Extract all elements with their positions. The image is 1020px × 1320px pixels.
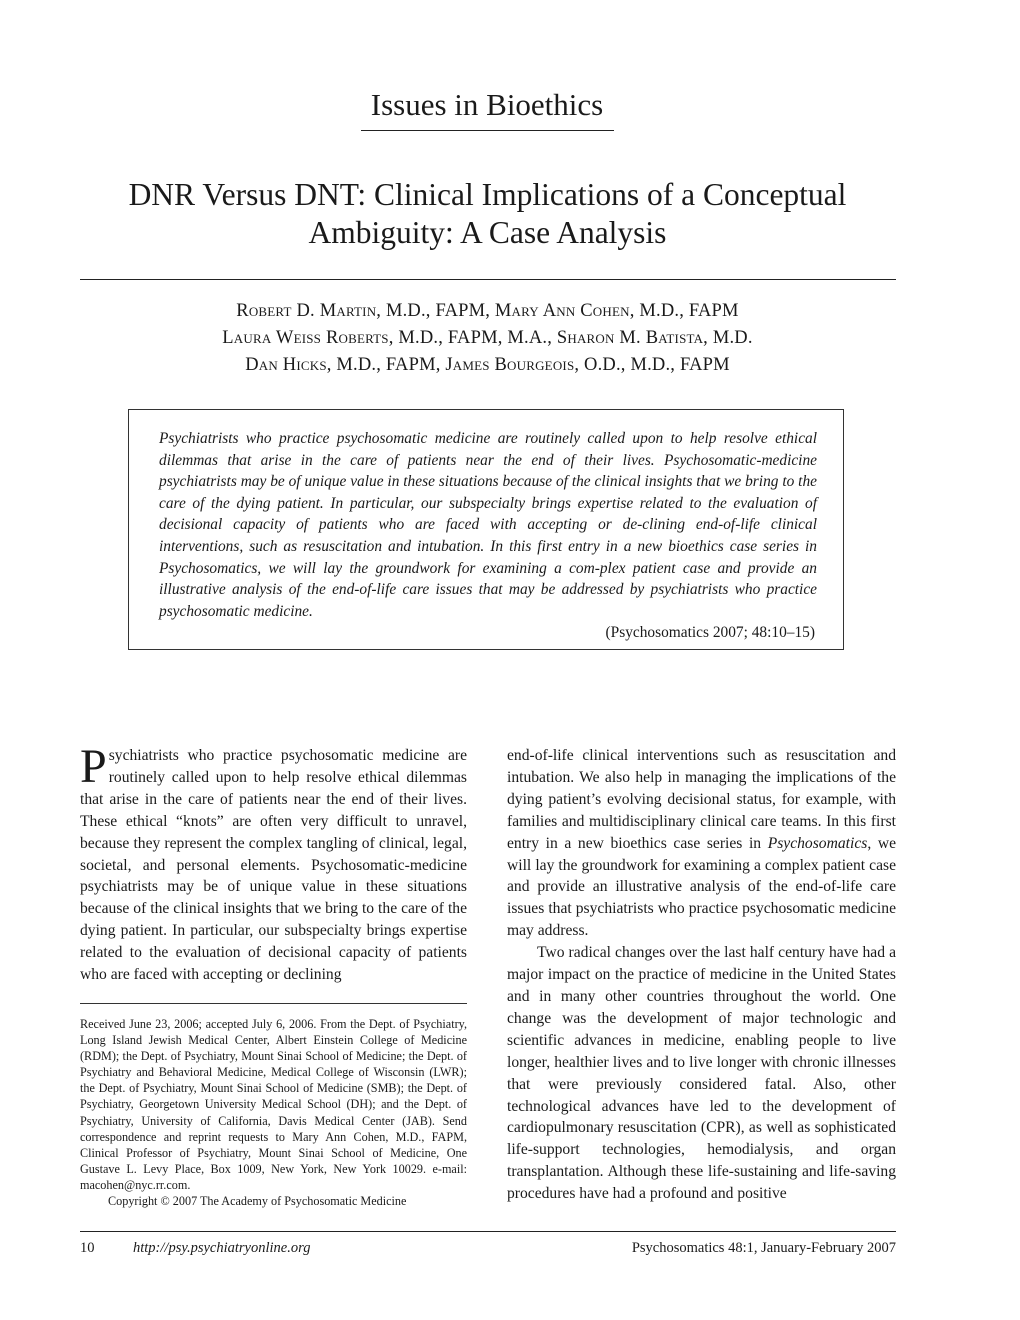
- abstract-citation: (Psychosomatics 2007; 48:10–15): [605, 624, 815, 641]
- footnote: [80, 1016, 467, 1209]
- copyright-notice: Copyright © 2007 The Academy of Psychosomatic Medicine: [108, 1194, 407, 1209]
- body-text: , we will lay the groundwork for examining a complex patient case and provide an illustrative analysis of the end-of-life care issues that psychiatrists who practice psychosomatic medicine may address.: [507, 834, 897, 940]
- author-line: Robert D. Martin, M.D., FAPM, Mary Ann Cohen, M.D., FAPM: [236, 301, 739, 321]
- drop-cap: P: [80, 740, 107, 793]
- article-title-line: Ambiguity: A Case Analysis: [308, 215, 667, 250]
- journal-url-link[interactable]: http://psy.psychiatryonline.org: [133, 1240, 311, 1256]
- abstract-box: [128, 409, 844, 650]
- author-line: Laura Weiss Roberts, M.D., FAPM, M.A., Sharon M. Batista, M.D.: [222, 328, 753, 348]
- journal-name-italic: Psychosomatics: [767, 834, 868, 852]
- abstract-text: Psychiatrists who practice psychosomatic medicine are routinely called upon to help resolve ethical dilemmas that arise in the care of patients near the end of their lives. Psychosomatic-medicine psychiatrists may be of unique value in these situations because of the clinical insights that we bring to the care of the dying patient. In particular, our subspecialty brings expertise related to the evaluation of decisional capacity of patients who are faced with accepting or de-clining end-of-life clinical interventions, such as resuscitation and intubation. In this first entry in a new bioethics case series in Psychosomatics, we will lay the groundwork for examining a com-plex patient case and provide an illustrative analysis of the end-of-life care issues that may be addressed by psychiatrists who practice psychosomatic medicine.: [159, 430, 817, 620]
- author-line: Dan Hicks, M.D., FAPM, James Bourgeois, O.D., M.D., FAPM: [245, 355, 730, 375]
- body-column-right: [507, 745, 896, 1205]
- body-text: end-of-life clinical interventions such as resuscitation and intubation. We also help in managing the implications of the dying patient’s evolving decisional status, for example, with families and multidisciplinary clinical care teams. In this first entry in a new bioethics case series in: [507, 747, 896, 852]
- body-paragraph: Two radical changes over the last half century have had a major impact on the practice of medicine in the United States and in many other countries throughout the world. One change was the development of major technologic and scientific advances in medicine, enabling people to live longer, healthier lives and to live longer with chronic illnesses that were previously considered fatal. Also, other technological advances have led to the development of cardiopulmonary resuscitation (CPR), as well as sophisticated life-support technologies, hemodialysis, and organ transplantation. Although these life-sustaining and life-saving procedures have had a profound and positive: [507, 944, 896, 1203]
- running-footer: Psychosomatics 48:1, January-February 2007: [631, 1240, 896, 1256]
- footnote-rule: [80, 1003, 467, 1004]
- section-title: Issues in Bioethics: [370, 87, 604, 122]
- author-list: [80, 298, 895, 379]
- body-paragraph: [80, 740, 467, 986]
- footnote-text: Received June 23, 2006; accepted July 6, 2006. From the Dept. of Psychiatry, Long Island Jewish Medical Center, Albert Einstein College of Medicine (RDM); the Dept. of Psychiatry, Mount Sinai School of Medicine; the Dept. of Psychiatry and Behavioral Medicine, Medical College of Wisconsin (LWR); the Dept. of Psychiatry, Mount Sinai School of Medicine (SMB); the Dept. of Psychiatry, Georgetown University Medical School (DH); and the Dept. of Psychiatry, University of California, Davis Medical Center (JAB). Send correspondence and reprint requests to Mary Ann Cohen, M.D., FAPM, Clinical Professor of Psychiatry, Mount Sinai School of Medicine, One Gustave L. Levy Place, Box 1009, New York, New York 10029. e-mail: macohen@nyc.rr.com.: [80, 1017, 467, 1192]
- article-title-line: DNR Versus DNT: Clinical Implications of a Conceptual: [128, 177, 847, 212]
- title-rule: [80, 279, 896, 280]
- section-title-rule: [361, 130, 614, 131]
- page-number: 10: [80, 1240, 95, 1256]
- body-column-left: [80, 740, 467, 986]
- body-paragraph: [507, 745, 896, 942]
- body-text: sychiatrists who practice psychosomatic medicine are routinely called upon to help resolve ethical dilemmas that arise in the care of patients near the end of their lives. These ethical “knots” are often very difficult to unravel, because they represent the complex tangling of clinical, legal, societal, and personal elements. Psychosomatic-medicine psychiatrists may be of unique value in these situations because of the clinical insights that we bring to the care of the dying patient. In particular, our subspecialty brings expertise related to the evaluation of decisional capacity of patients who are faced with accepting or declining: [80, 747, 467, 984]
- article-title: [80, 176, 895, 252]
- footer-rule: [80, 1231, 896, 1232]
